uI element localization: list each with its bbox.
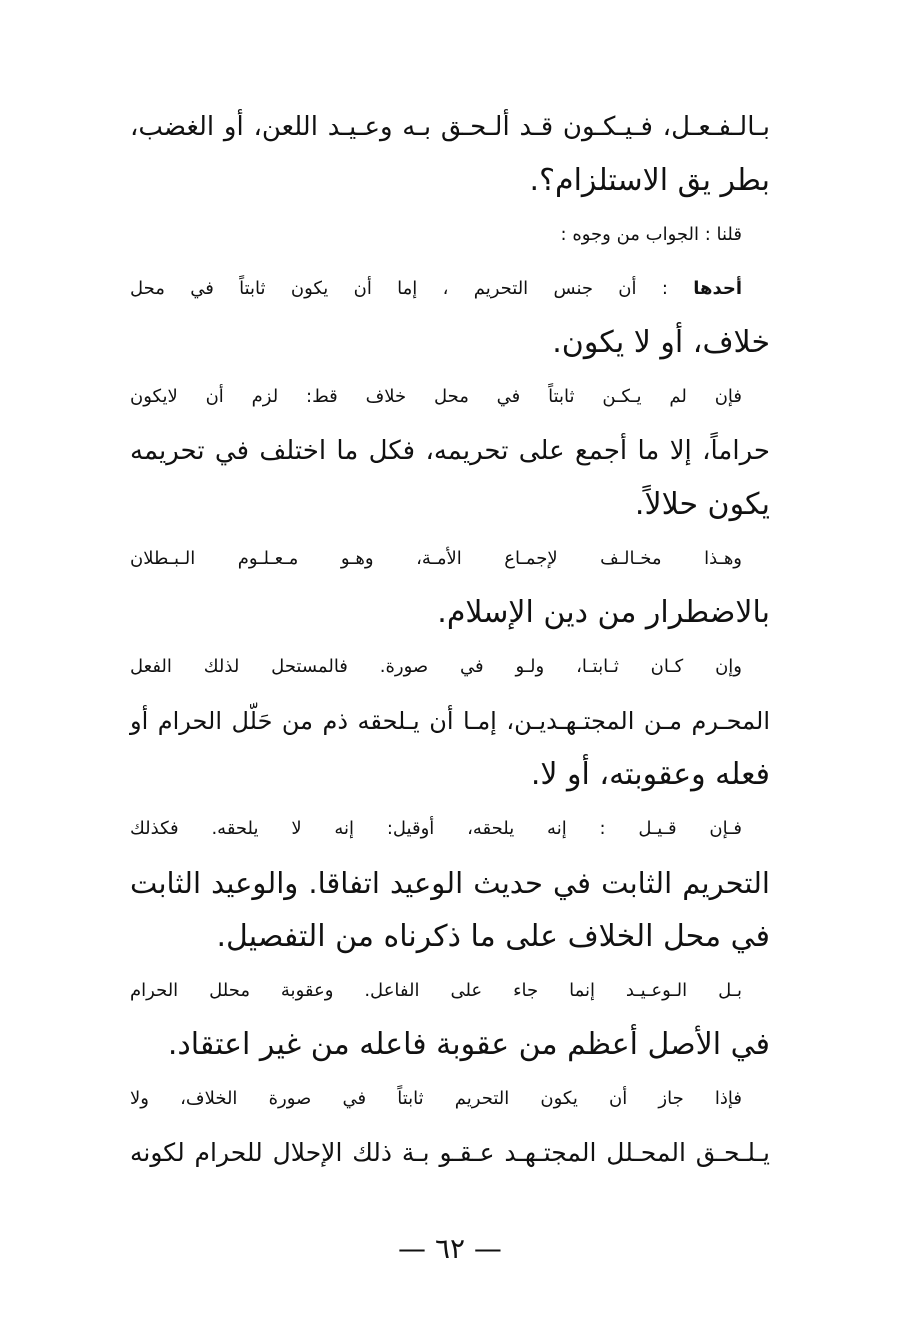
text-line-18: في الأصل أعظم من عقوبة فاعله من غير اعتقاد. bbox=[167, 1027, 770, 1062]
text-line-15: التحريم الثابت في حديث الوعيد اتفاقا. والوعيد الثابت bbox=[130, 866, 770, 900]
text-line-2: بطر يق الاستلزام؟. bbox=[529, 163, 770, 198]
text-line-14: فـإن قـيـل : إنه يلحقه، أوقيل: إنه لا يلحقه. فكذلك bbox=[130, 818, 742, 839]
text-line-1: بـالـفـعـل، فـيـكـون قـد ألـحـق بـه وعـيـد اللعن، أو الغضب، bbox=[130, 112, 770, 142]
text-line-4: أحدها : أن جنس التحريم ، إما أن يكون ثابتاً في محل bbox=[130, 278, 742, 299]
text-line-8: يكون حلالاً. bbox=[634, 487, 770, 522]
text-line-5: خلاف، أو لا يكون. bbox=[552, 325, 770, 360]
text-line-16: في محل الخلاف على ما ذكرناه من التفصيل. bbox=[216, 919, 770, 954]
text-line-9: وهـذا مخـالـف لإجمـاع الأمـة، وهـو مـعـلـوم الـبـطلان bbox=[130, 548, 742, 569]
page-number: — ٦٢ — bbox=[398, 1232, 502, 1265]
text-line-3: قلنا : الجواب من وجوه : bbox=[560, 224, 742, 245]
text-line-11: وإن كـان ثـابتـا، ولـو في صورة. فالمستحل لذلك الفعل bbox=[130, 656, 742, 677]
text-line-20: يـلـحـق المحـلل المجتـهـد عـقـو بـة ذلك الإحلال للحرام لكونه bbox=[130, 1138, 770, 1167]
text-line-10: بالاضطرار من دين الإسلام. bbox=[437, 595, 770, 630]
text-line-12: المحـرم مـن المجتـهـديـن، إمـا أن يـلحقه ذم من حَلّل الحرام أو bbox=[130, 707, 770, 735]
text-line-17: بـل الـوعـيـد إنما جاء على الفاعل. وعقوبة محلل الحرام bbox=[130, 980, 742, 1001]
text-line-19: فإذا جاز أن يكون التحريم ثابتاً في صورة الخلاف، ولا bbox=[130, 1088, 742, 1109]
text-line-6: فإن لم يـكـن ثابتاً في محل خلاف قط: لزم أن لايكون bbox=[130, 386, 742, 407]
bold-heading-word: أحدها bbox=[693, 278, 742, 299]
text-line-13: فعله وعقوبته، أو لا. bbox=[530, 757, 770, 792]
text-line-7: حراماً، إلا ما أجمع على تحريمه، فكل ما اختلف في تحريمه bbox=[130, 436, 770, 466]
body-text bbox=[130, 100, 770, 1180]
